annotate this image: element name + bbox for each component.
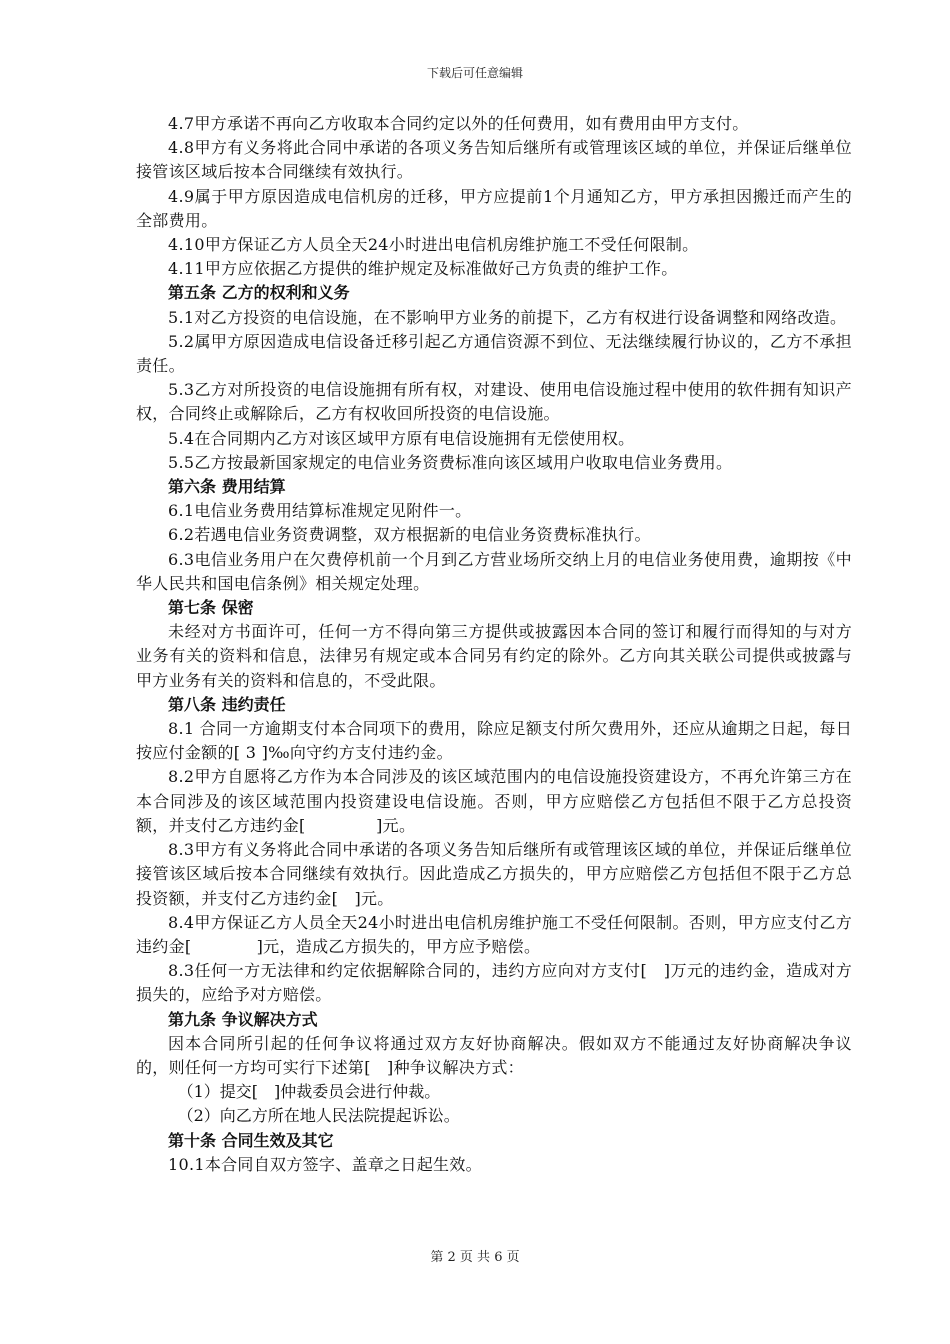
paragraph: 5.1对乙方投资的电信设施，在不影响甲方业务的前提下，乙方有权进行设备调整和网络改造。: [168, 307, 847, 327]
paragraph: 8.2甲方自愿将乙方作为本合同涉及的该区域范围内的电信设施投资建设方，不再允许第三方在本合同涉及的该区域范围内投资建设电信设施。否则，甲方应赔偿乙方包括但不限于乙方总投资额，并支付乙方违约金[ ]元。: [136, 767, 852, 835]
paragraph: 6.3电信业务用户在欠费停机前一个月到乙方营业场所交纳上月的电信业务使用费，逾期按《中华人民共和国电信条例》相关规定处理。: [136, 549, 852, 593]
page-footer: 第 2 页 共 6 页: [430, 1250, 520, 1265]
paragraph: （2）向乙方所在地人民法院提起诉讼。: [177, 1106, 460, 1126]
section-heading: 第五条 乙方的权利和义务: [168, 283, 350, 303]
section-heading: 第十条 合同生效及其它: [168, 1130, 334, 1150]
paragraph: 5.4在合同期内乙方对该区域甲方原有电信设施拥有无偿使用权。: [168, 428, 635, 448]
paragraph: 6.2若遇电信业务资费调整，双方根据新的电信业务资费标准执行。: [168, 525, 651, 545]
paragraph: 4.11甲方应依据乙方提供的维护规定及标准做好己方负责的维护工作。: [168, 259, 678, 279]
page-header: 下载后可任意编辑: [426, 66, 523, 80]
paragraph: 4.10甲方保证乙方人员全天24小时进出电信机房维护施工不受任何限制。: [168, 235, 699, 255]
paragraph: 4.7甲方承诺不再向乙方收取本合同约定以外的任何费用，如有费用由甲方支付。: [168, 114, 749, 133]
paragraph: 10.1本合同自双方签字、盖章之日起生效。: [168, 1154, 482, 1174]
paragraph: （1）提交[ ]仲裁委员会进行仲裁。: [177, 1082, 441, 1102]
paragraph: 5.3乙方对所投资的电信设施拥有所有权，对建设、使用电信设施过程中使用的软件拥有知识产权，合同终止或解除后，乙方有权收回所投资的电信设施。: [136, 380, 852, 424]
paragraph: 8.3任何一方无法律和约定依据解除合同的，违约方应向对方支付[ ]万元的违约金，造成对方损失的，应给予对方赔偿。: [136, 961, 852, 1005]
section-heading: 第六条 费用结算: [168, 477, 286, 497]
section-heading: 第九条 争议解决方式: [168, 1009, 318, 1029]
paragraph: 8.1 合同一方逾期支付本合同项下的费用，除应足额支付所欠费用外，还应从逾期之日起，每日按应付金额的[ 3 ]‰向守约方支付违约金。: [136, 719, 852, 763]
section-heading: 第七条 保密: [168, 598, 254, 618]
paragraph: 未经对方书面许可，任何一方不得向第三方提供或披露因本合同的签订和履行而得知的与对方业务有关的资料和信息，法律另有规定或本合同另有约定的除外。乙方向其关联公司提供或披露与甲方业务有关的资料和信息的，不受此限。: [136, 622, 852, 690]
paragraph: 5.5乙方按最新国家规定的电信业务资费标准向该区域用户收取电信业务费用。: [168, 452, 733, 472]
section-heading: 第八条 违约责任: [168, 694, 286, 714]
paragraph: 5.2属甲方原因造成电信设备迁移引起乙方通信资源不到位、无法继续履行协议的，乙方不承担责任。: [136, 331, 852, 376]
document-body: [136, 112, 852, 1177]
paragraph: 4.8甲方有义务将此合同中承诺的各项义务告知后继所有或管理该区域的单位，并保证后继单位接管该区域后按本合同继续有效执行。: [136, 138, 852, 182]
paragraph: 因本合同所引起的任何争议将通过双方友好协商解决。假如双方不能通过友好协商解决争议的，则任何一方均可实行下述第[ ]种争议解决方式：: [136, 1033, 852, 1077]
paragraph: 8.3甲方有义务将此合同中承诺的各项义务告知后继所有或管理该区域的单位，并保证后继单位接管该区域后按本合同继续有效执行。因此造成乙方损失的，甲方应赔偿乙方包括但不限于乙方总投资额，并支付乙方违约金[ ]元。: [136, 840, 852, 908]
paragraph: 6.1电信业务费用结算标准规定见附件一。: [168, 501, 472, 521]
paragraph: 4.9属于甲方原因造成电信机房的迁移，甲方应提前1个月通知乙方，甲方承担因搬迁而产生的全部费用。: [136, 186, 852, 230]
paragraph: 8.4甲方保证乙方人员全天24小时进出电信机房维护施工不受任何限制。否则，甲方应支付乙方违约金[ ]元，造成乙方损失的，甲方应予赔偿。: [136, 912, 852, 956]
